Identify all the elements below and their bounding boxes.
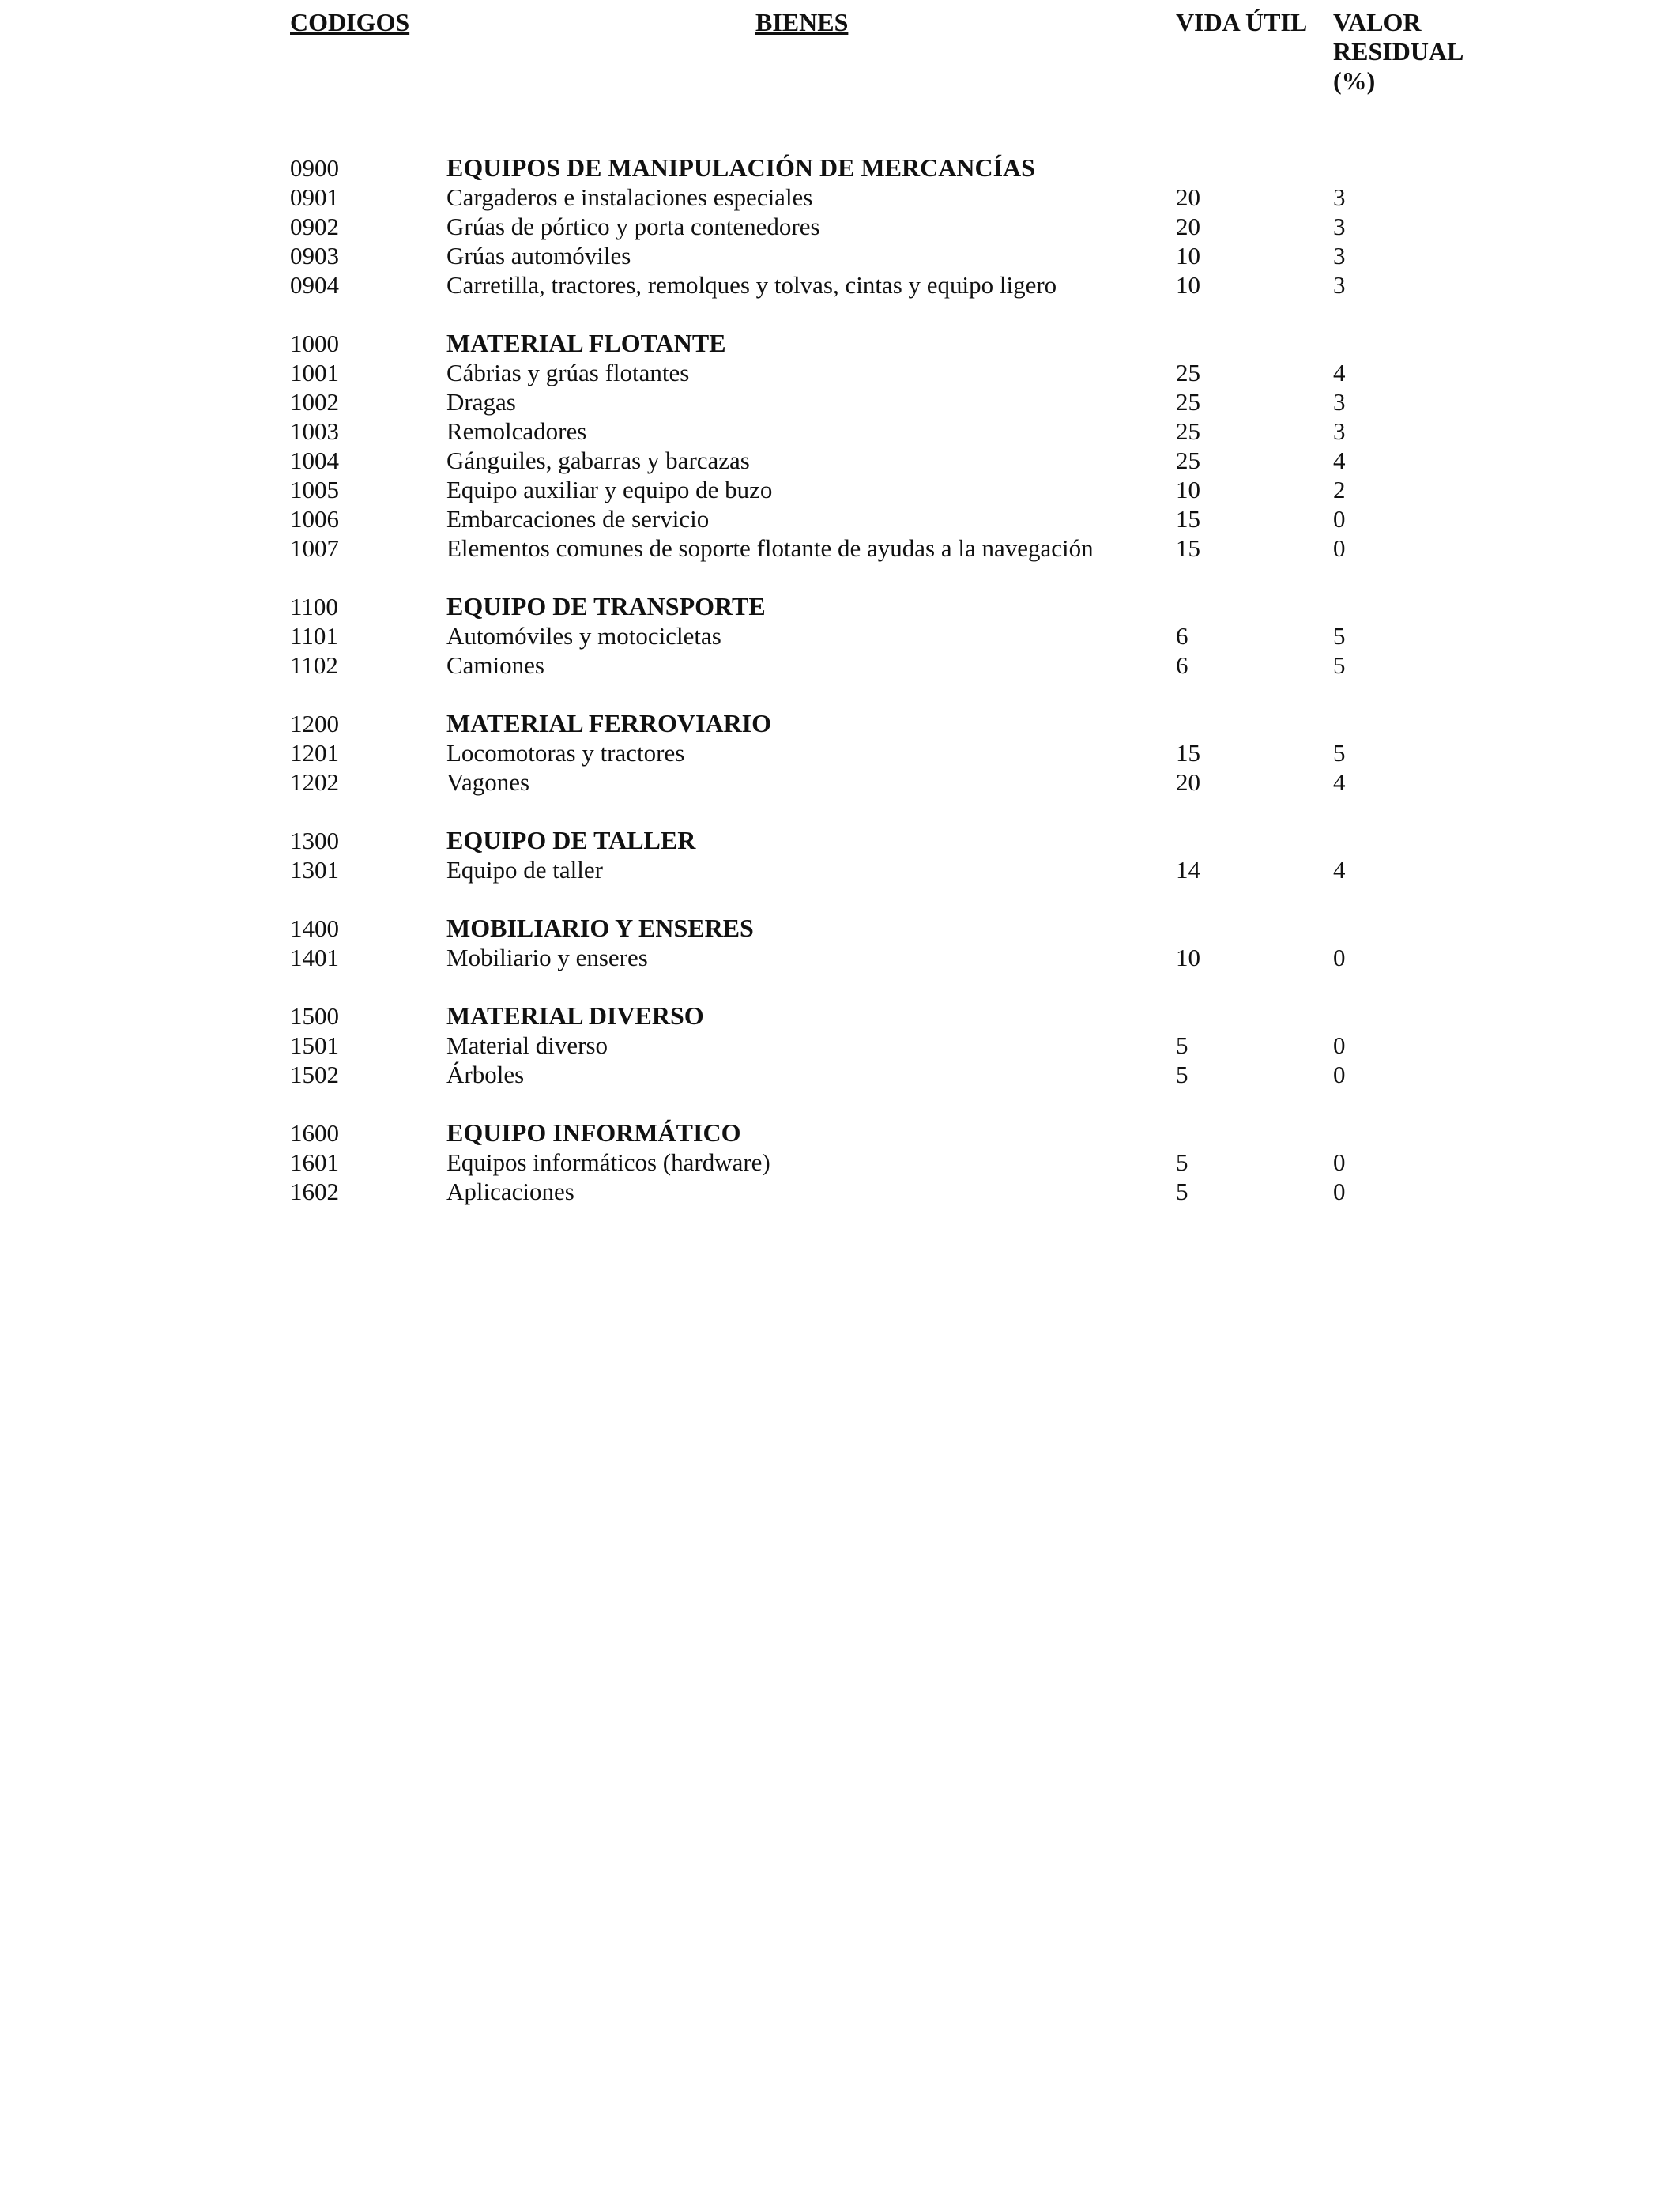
header-valor-line: VALOR bbox=[1333, 8, 1422, 36]
item-code: 1502 bbox=[290, 1061, 339, 1088]
category-code: 1100 bbox=[290, 593, 338, 620]
header-residual-line: RESIDUAL bbox=[1333, 37, 1464, 66]
item-valor-residual: 0 bbox=[1333, 1031, 1346, 1059]
table-row bbox=[0, 417, 1680, 446]
category-header-row bbox=[0, 153, 1680, 183]
category-code: 1200 bbox=[290, 710, 339, 737]
item-name: Aplicaciones bbox=[446, 1178, 574, 1205]
item-valor-residual: 3 bbox=[1333, 388, 1346, 416]
item-code: 1001 bbox=[290, 359, 339, 386]
item-code: 1602 bbox=[290, 1178, 339, 1205]
category-section bbox=[0, 329, 1680, 563]
item-name: Remolcadores bbox=[446, 417, 587, 445]
table-row bbox=[0, 504, 1680, 533]
item-name: Material diverso bbox=[446, 1031, 608, 1059]
category-code: 1000 bbox=[290, 330, 339, 357]
item-name: Camiones bbox=[446, 651, 544, 679]
category-header-row bbox=[0, 329, 1680, 358]
item-valor-residual: 0 bbox=[1333, 1061, 1346, 1088]
item-vida-util: 10 bbox=[1176, 944, 1200, 971]
category-code: 1500 bbox=[290, 1002, 339, 1030]
item-vida-util: 25 bbox=[1176, 417, 1200, 445]
category-section bbox=[0, 1001, 1680, 1089]
item-name: Árboles bbox=[446, 1061, 525, 1088]
table-row bbox=[0, 358, 1680, 387]
item-code: 1102 bbox=[290, 651, 338, 679]
item-code: 0902 bbox=[290, 213, 339, 240]
item-vida-util: 6 bbox=[1176, 622, 1188, 650]
item-name: Elementos comunes de soporte flotante de ayudas a la navegación bbox=[446, 534, 1094, 562]
item-valor-residual: 0 bbox=[1333, 1148, 1346, 1176]
item-name: Cargaderos e instalaciones especiales bbox=[446, 183, 813, 211]
item-vida-util: 5 bbox=[1176, 1178, 1188, 1205]
item-name: Vagones bbox=[446, 768, 530, 796]
category-header-row bbox=[0, 826, 1680, 855]
header-bienes: BIENES bbox=[755, 8, 849, 36]
item-name: Grúas automóviles bbox=[446, 242, 631, 270]
item-code: 0901 bbox=[290, 183, 339, 211]
item-name: Mobiliario y enseres bbox=[446, 944, 648, 971]
item-vida-util: 15 bbox=[1176, 505, 1200, 533]
item-valor-residual: 4 bbox=[1333, 856, 1346, 884]
item-code: 1005 bbox=[290, 476, 339, 503]
category-title: MATERIAL FLOTANTE bbox=[446, 329, 726, 357]
table-row bbox=[0, 738, 1680, 767]
item-vida-util: 15 bbox=[1176, 534, 1200, 562]
item-valor-residual: 4 bbox=[1333, 447, 1346, 474]
item-name: Dragas bbox=[446, 388, 516, 416]
item-code: 0904 bbox=[290, 271, 339, 299]
category-title: EQUIPO INFORMÁTICO bbox=[446, 1118, 741, 1147]
item-valor-residual: 2 bbox=[1333, 476, 1346, 503]
item-vida-util: 20 bbox=[1176, 768, 1200, 796]
item-valor-residual: 3 bbox=[1333, 417, 1346, 445]
item-valor-residual: 3 bbox=[1333, 271, 1346, 299]
item-code: 1006 bbox=[290, 505, 339, 533]
item-code: 1003 bbox=[290, 417, 339, 445]
item-valor-residual: 0 bbox=[1333, 944, 1346, 971]
category-code: 1300 bbox=[290, 827, 339, 854]
item-vida-util: 5 bbox=[1176, 1061, 1188, 1088]
item-code: 1601 bbox=[290, 1148, 339, 1176]
item-code: 1201 bbox=[290, 739, 339, 767]
item-vida-util: 25 bbox=[1176, 359, 1200, 386]
table-row bbox=[0, 446, 1680, 475]
item-vida-util: 14 bbox=[1176, 856, 1200, 884]
category-title: EQUIPOS DE MANIPULACIÓN DE MERCANCÍAS bbox=[446, 153, 1035, 182]
item-name: Automóviles y motocicletas bbox=[446, 622, 721, 650]
item-vida-util: 10 bbox=[1176, 271, 1200, 299]
table-row bbox=[0, 650, 1680, 680]
table-row bbox=[0, 241, 1680, 270]
table-row bbox=[0, 1148, 1680, 1177]
item-valor-residual: 5 bbox=[1333, 739, 1346, 767]
item-name: Equipo de taller bbox=[446, 856, 603, 884]
item-valor-residual: 5 bbox=[1333, 622, 1346, 650]
category-title: MATERIAL DIVERSO bbox=[446, 1001, 704, 1030]
item-name: Grúas de pórtico y porta contenedores bbox=[446, 213, 820, 240]
item-vida-util: 25 bbox=[1176, 388, 1200, 416]
item-vida-util: 6 bbox=[1176, 651, 1188, 679]
item-vida-util: 10 bbox=[1176, 476, 1200, 503]
item-valor-residual: 3 bbox=[1333, 242, 1346, 270]
table-row bbox=[0, 475, 1680, 504]
category-section bbox=[0, 914, 1680, 972]
item-name: Embarcaciones de servicio bbox=[446, 505, 710, 533]
item-code: 1101 bbox=[290, 622, 338, 650]
item-valor-residual: 4 bbox=[1333, 359, 1346, 386]
item-vida-util: 5 bbox=[1176, 1148, 1188, 1176]
item-name: Gánguiles, gabarras y barcazas bbox=[446, 447, 750, 474]
item-code: 0903 bbox=[290, 242, 339, 270]
category-code: 1600 bbox=[290, 1119, 339, 1147]
table-row bbox=[0, 1060, 1680, 1089]
header-percent-line: (%) bbox=[1333, 66, 1376, 95]
table-row bbox=[0, 855, 1680, 884]
item-valor-residual: 5 bbox=[1333, 651, 1346, 679]
category-code: 0900 bbox=[290, 154, 339, 182]
item-name: Carretilla, tractores, remolques y tolvas, cintas y equipo ligero bbox=[446, 271, 1057, 299]
item-name: Equipos informáticos (hardware) bbox=[446, 1148, 770, 1176]
table-row bbox=[0, 1177, 1680, 1206]
category-code: 1400 bbox=[290, 914, 339, 942]
category-title: MOBILIARIO Y ENSERES bbox=[446, 914, 754, 942]
header-codigos: CODIGOS bbox=[290, 8, 410, 36]
table-row bbox=[0, 212, 1680, 241]
item-code: 1401 bbox=[290, 944, 339, 971]
category-header-row bbox=[0, 709, 1680, 738]
item-vida-util: 5 bbox=[1176, 1031, 1188, 1059]
category-header-row bbox=[0, 1118, 1680, 1148]
item-valor-residual: 0 bbox=[1333, 534, 1346, 562]
table-row bbox=[0, 767, 1680, 797]
header-valor-residual bbox=[1333, 8, 1491, 96]
item-code: 1004 bbox=[290, 447, 339, 474]
item-code: 1002 bbox=[290, 388, 339, 416]
table-row bbox=[0, 387, 1680, 417]
item-code: 1007 bbox=[290, 534, 339, 562]
item-valor-residual: 3 bbox=[1333, 213, 1346, 240]
category-section bbox=[0, 1118, 1680, 1206]
category-section bbox=[0, 592, 1680, 680]
category-header-row bbox=[0, 592, 1680, 621]
item-vida-util: 20 bbox=[1176, 183, 1200, 211]
item-valor-residual: 3 bbox=[1333, 183, 1346, 211]
table-row bbox=[0, 1031, 1680, 1060]
category-title: EQUIPO DE TRANSPORTE bbox=[446, 592, 766, 620]
item-vida-util: 15 bbox=[1176, 739, 1200, 767]
table-row bbox=[0, 533, 1680, 563]
item-vida-util: 25 bbox=[1176, 447, 1200, 474]
item-name: Cábrias y grúas flotantes bbox=[446, 359, 690, 386]
item-code: 1501 bbox=[290, 1031, 339, 1059]
asset-table bbox=[0, 153, 1680, 1235]
item-name: Equipo auxiliar y equipo de buzo bbox=[446, 476, 773, 503]
item-vida-util: 20 bbox=[1176, 213, 1200, 240]
table-row bbox=[0, 943, 1680, 972]
table-row bbox=[0, 183, 1680, 212]
category-header-row bbox=[0, 914, 1680, 943]
category-section bbox=[0, 826, 1680, 884]
category-section bbox=[0, 709, 1680, 797]
item-name: Locomotoras y tractores bbox=[446, 739, 685, 767]
item-vida-util: 10 bbox=[1176, 242, 1200, 270]
item-valor-residual: 0 bbox=[1333, 505, 1346, 533]
category-title: EQUIPO DE TALLER bbox=[446, 826, 696, 854]
header-vida-util: VIDA ÚTIL bbox=[1176, 8, 1308, 36]
item-code: 1202 bbox=[290, 768, 339, 796]
table-row bbox=[0, 621, 1680, 650]
table-row bbox=[0, 270, 1680, 300]
item-valor-residual: 4 bbox=[1333, 768, 1346, 796]
category-section bbox=[0, 153, 1680, 300]
item-code: 1301 bbox=[290, 856, 339, 884]
category-header-row bbox=[0, 1001, 1680, 1031]
item-valor-residual: 0 bbox=[1333, 1178, 1346, 1205]
category-title: MATERIAL FERROVIARIO bbox=[446, 709, 771, 737]
